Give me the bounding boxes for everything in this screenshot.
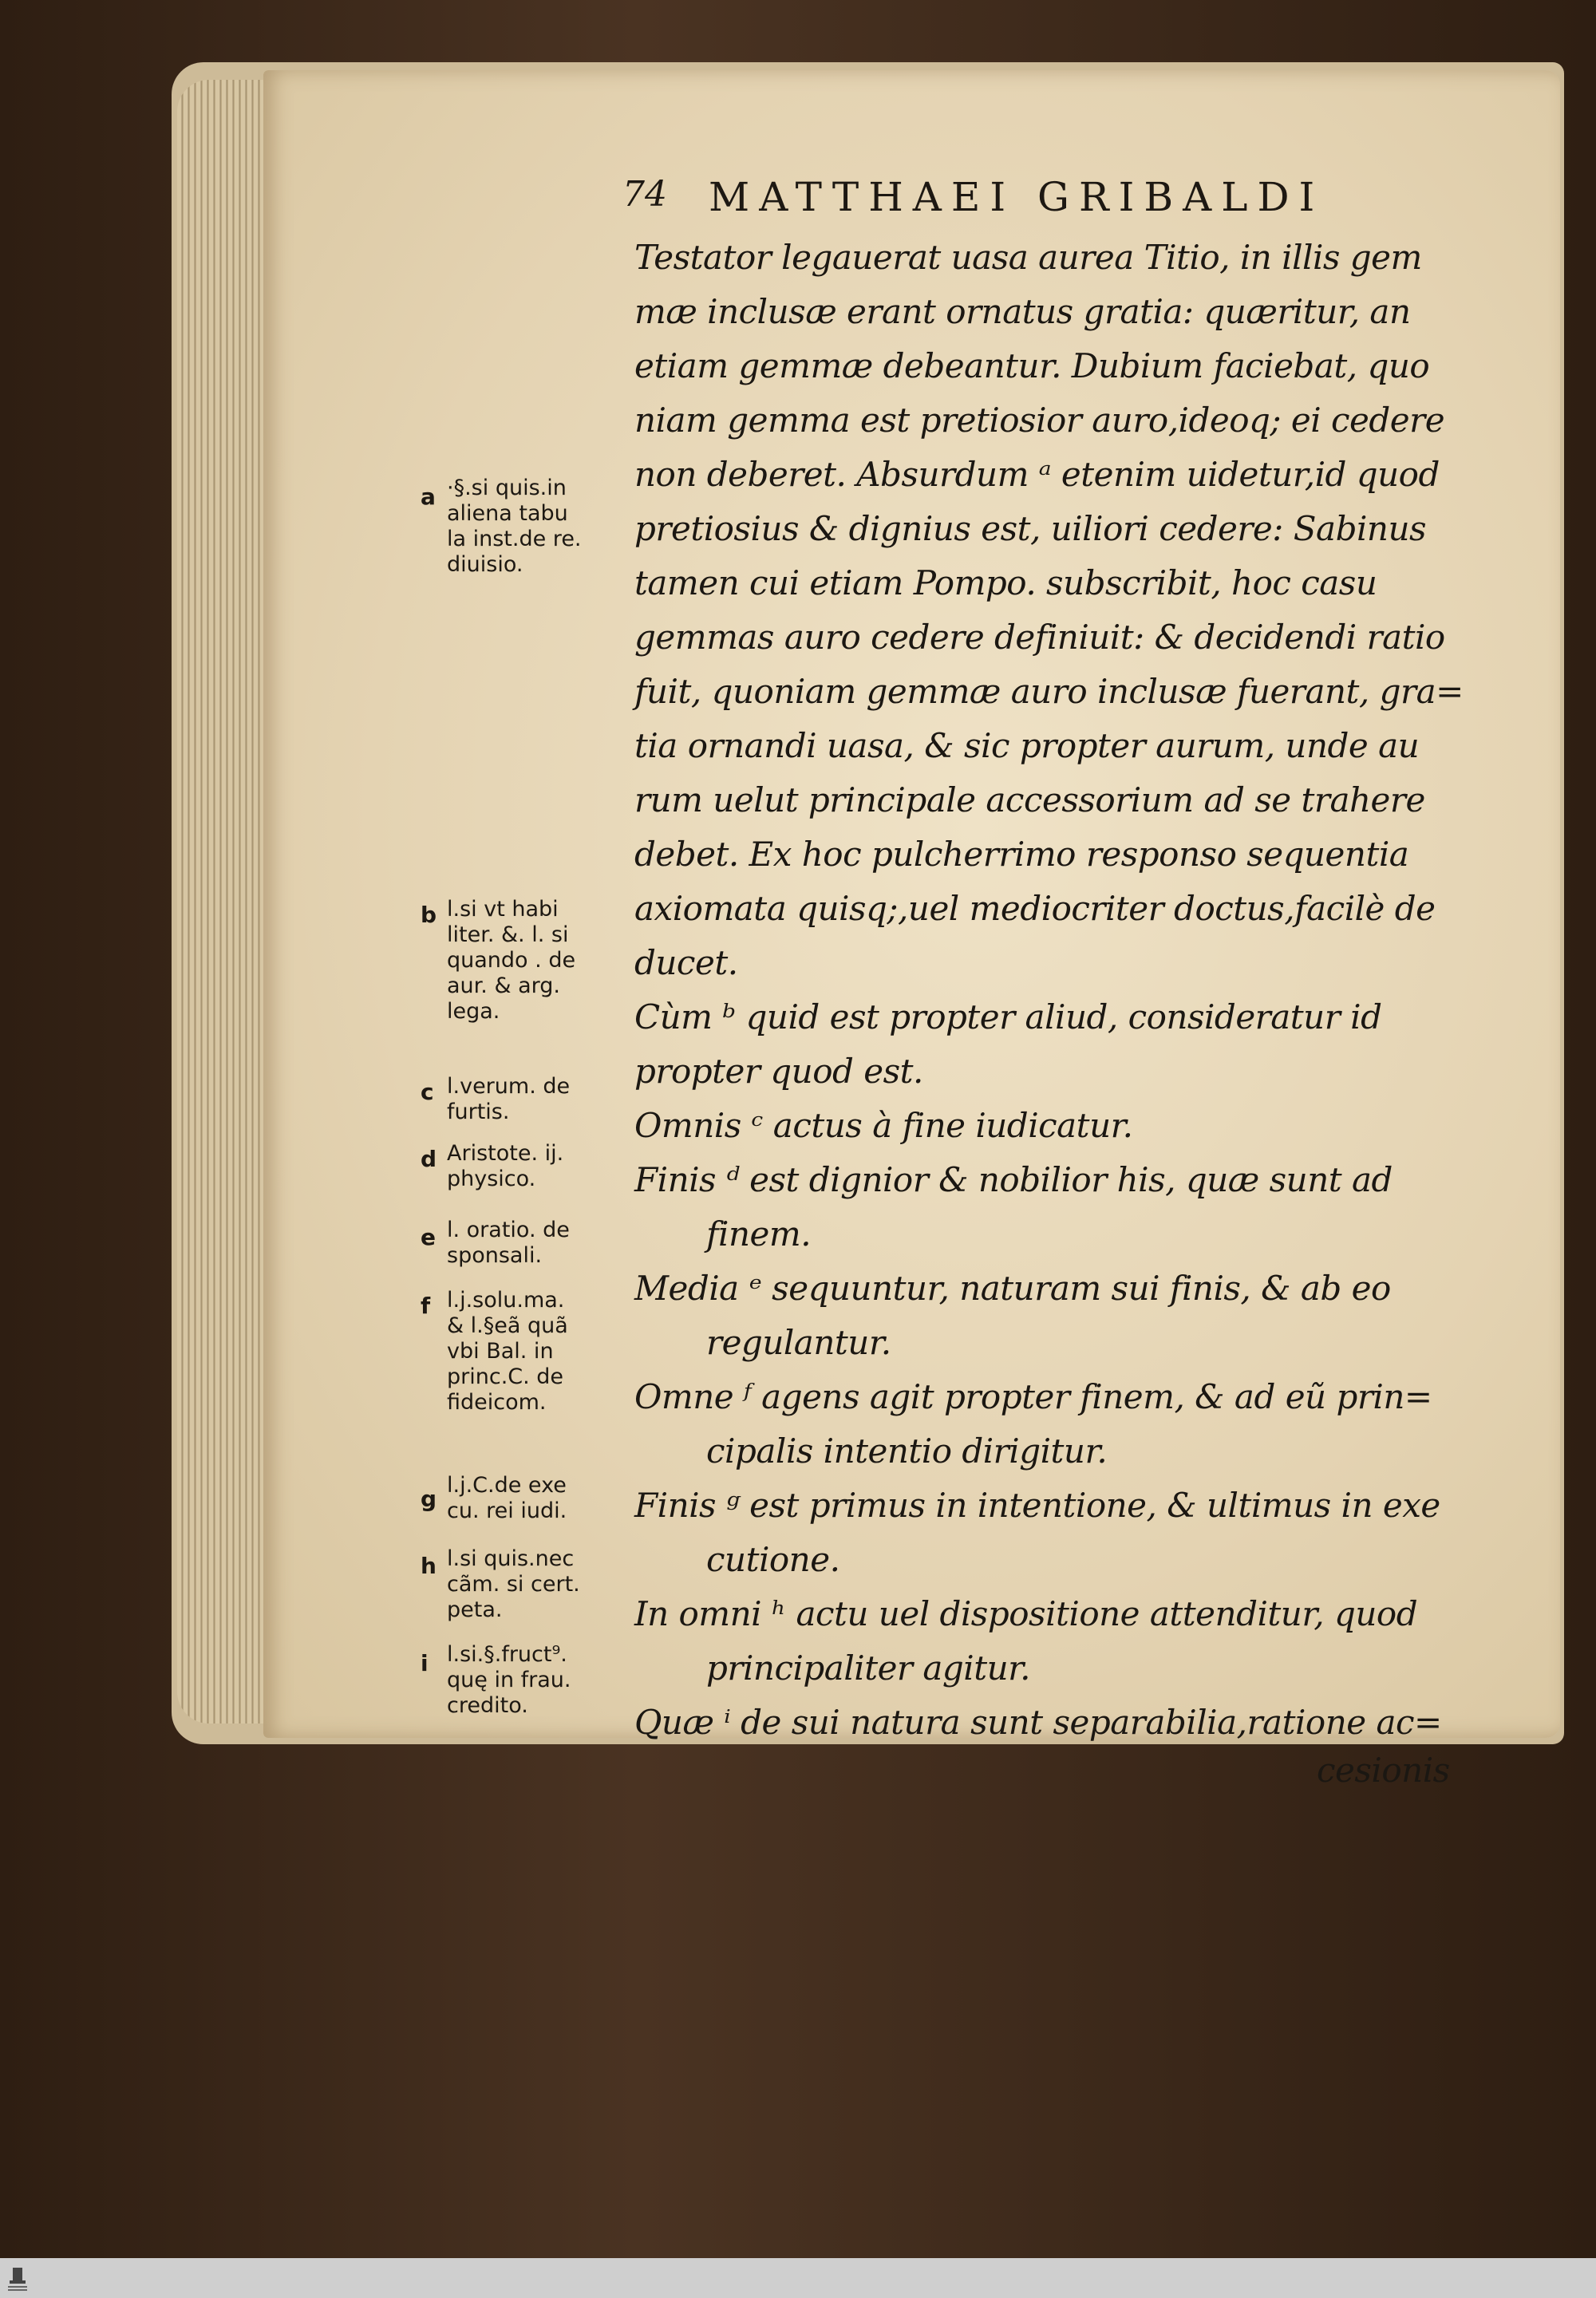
margin-note: l.j.solu.ma. & l.§eã quã vbi Bal. in princ.C. de fideicom. (447, 1288, 568, 1415)
text-line: ducet. (634, 943, 738, 982)
margin-note-letter: h (421, 1553, 437, 1579)
text-line: Omne ᶠ agens agit propter finem, & ad eũ prin= (634, 1377, 1432, 1416)
text-line: pretiosius & dignius est, uiliori cedere: Sabinus (634, 509, 1427, 548)
text-line: non deberet. Absurdum ᵃ etenim uidetur,id quod (634, 455, 1440, 494)
page-number: 74 (622, 174, 667, 215)
text-line: Media ᵉ sequuntur, naturam sui finis, & ab eo (634, 1269, 1391, 1308)
text-line: axiomata quisq;,uel mediocriter doctus,facilè de (634, 889, 1436, 928)
text-line: tia ornandi uasa, & sic propter aurum, unde au (634, 726, 1420, 765)
text-line: gemmas auro cedere definiuit: & decidendi ratio (634, 618, 1445, 657)
text-line: cutione. (706, 1540, 840, 1579)
margin-note-letter: d (421, 1146, 437, 1172)
text-line: In omni ʰ actu uel dispositione attenditur, quod (634, 1594, 1418, 1633)
margin-note: l.si.§.fruct⁹. quę in frau. credito. (447, 1642, 571, 1718)
bottom-bar (0, 2258, 1596, 2298)
catchword: cesionis (1317, 1751, 1450, 1790)
text-line: propter quod est. (634, 1052, 923, 1091)
text-line: fuit, quoniam gemmæ auro inclusæ fuerant, gra= (634, 672, 1464, 711)
text-line: Omnis ᶜ actus à fine iudicatur. (634, 1106, 1133, 1145)
margin-note: ·§.si quis.in aliena tabu la inst.de re. diuisio. (447, 476, 582, 577)
text-line: finem. (706, 1214, 812, 1254)
margin-note-letter: a (421, 484, 436, 510)
text-line: Finis ᵍ est primus in intentione, & ultimus in exe (634, 1486, 1440, 1525)
margin-note: l.si vt habi liter. &. l. si quando . de aur. & arg. lega. (447, 897, 576, 1024)
text-line: niam gemma est pretiosior auro,ideoq; ei cedere (634, 401, 1445, 440)
text-line: mæ inclusæ erant ornatus gratia: quæritur, an (634, 292, 1411, 331)
margin-note: Aristote. ij. physico. (447, 1141, 564, 1191)
text-line: principaliter agitur. (706, 1648, 1030, 1688)
text-line: cipalis intentio dirigitur. (706, 1431, 1108, 1471)
text-line: regulantur. (706, 1323, 891, 1362)
text-line: Cùm ᵇ quid est propter aliud, consideratur id (634, 997, 1382, 1036)
margin-note-letter: i (421, 1650, 429, 1676)
text-line: Finis ᵈ est dignior & nobilior his, quæ sunt ad (634, 1160, 1393, 1199)
margin-note: l.j.C.de exe cu. rei iudi. (447, 1473, 567, 1523)
margin-note-letter: g (421, 1486, 437, 1512)
text-line: etiam gemmæ debeantur. Dubium faciebat, quo (634, 346, 1430, 385)
margin-note-letter: e (421, 1224, 436, 1250)
text-line: debet. Ex hoc pulcherrimo responso sequentia (634, 835, 1409, 874)
page-header (622, 174, 1428, 230)
text-line: Testator legauerat uasa aurea Titio, in illis gem (634, 238, 1422, 277)
text-line: tamen cui etiam Pompo. subscribit, hoc casu (634, 563, 1377, 602)
margin-note-letter: c (421, 1079, 434, 1105)
margin-note: l. oratio. de sponsali. (447, 1218, 570, 1268)
running-head: MATTHAEI GRIBALDI (709, 174, 1325, 220)
text-line: rum uelut principale accessorium ad se trahere (634, 780, 1425, 819)
margin-note: l.si quis.nec cãm. si cert. peta. (447, 1546, 580, 1622)
margin-note: l.verum. de furtis. (447, 1074, 571, 1124)
margin-note-letter: b (421, 902, 437, 928)
margin-note-letter: f (421, 1293, 431, 1319)
library-logo-icon (6, 2264, 29, 2292)
text-line: Quæ ⁱ de sui natura sunt separabilia,ratione ac= (634, 1703, 1442, 1742)
